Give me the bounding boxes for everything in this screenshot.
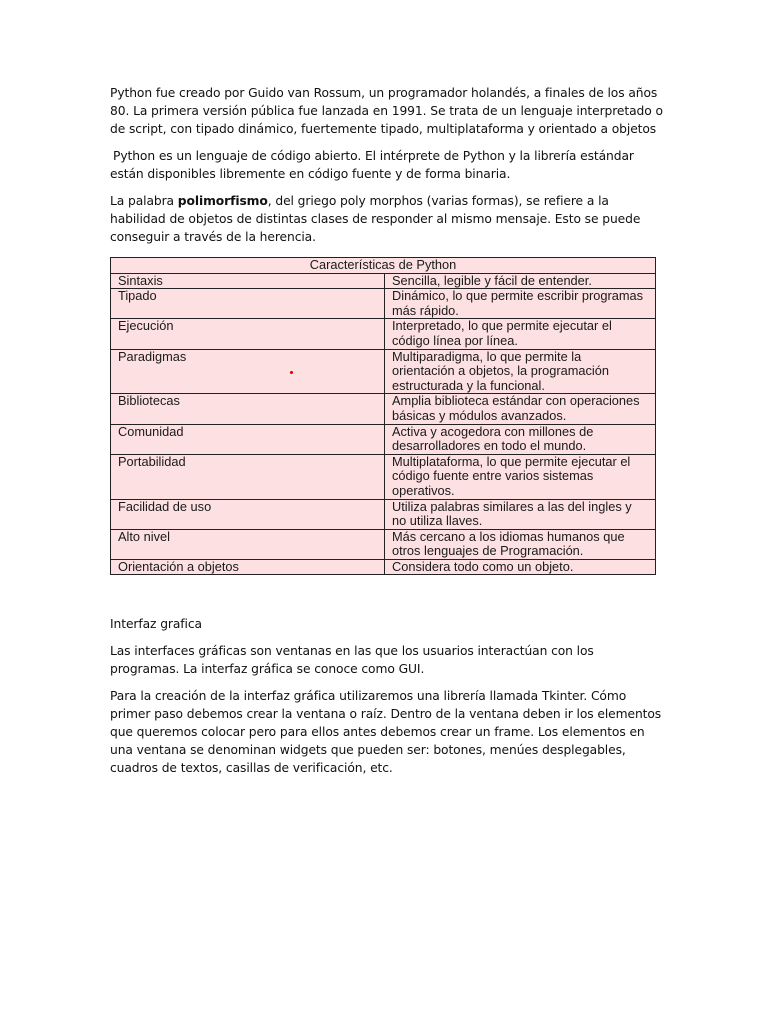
feature-description-cell: Activa y acogedora con millones de desarrolladores en todo el mundo. <box>385 424 656 454</box>
table-body <box>111 273 656 575</box>
feature-name-cell: Portabilidad <box>111 454 385 499</box>
feature-name-cell: Tipado <box>111 289 385 319</box>
feature-name-cell: Sintaxis <box>111 273 385 289</box>
table-row <box>111 559 656 575</box>
red-dot-mark <box>290 371 293 374</box>
polymorphism-text-before: La palabra <box>110 194 178 208</box>
intro-paragraph-open-source: Python es un lenguaje de código abierto. El intérprete de Python y la librería estándar están disponibles libremente en código fuente y de forma binaria. <box>110 149 634 181</box>
gui-paragraph-definition: Las interfaces gráficas son ventanas en las que los usuarios interactúan con los programas. La interfaz gráfica se conoce como GUI. <box>110 644 594 677</box>
table-row <box>111 394 656 424</box>
feature-description-cell: Multiparadigma, lo que permite la orientación a objetos, la programación estructurada y la funcional. <box>385 349 656 394</box>
gui-paragraph-tkinter: Para la creación de la interfaz gráfica utilizaremos una librería llamada Tkinter. Cómo primer paso debemos crear la ventana o raíz. Dentro de la ventana deben ir los elementos que queremos colocar pero para ellos antes debemos crear un frame. Los elementos en una ventana se denominan widgets que pueden ser: botones, menúes desplegables, cuadros de textos, casillas de verificación, etc. <box>110 689 662 776</box>
python-features-table <box>110 257 656 575</box>
feature-description-cell: Interpretado, lo que permite ejecutar el código línea por línea. <box>385 319 656 349</box>
feature-description-cell: Sencilla, legible y fácil de entender. <box>385 273 656 289</box>
gui-section-heading: Interfaz grafica <box>110 617 202 632</box>
table-row <box>111 454 656 499</box>
table-row <box>111 319 656 349</box>
intro-paragraph-polymorphism <box>110 192 666 246</box>
feature-description-cell: Amplia biblioteca estándar con operaciones básicas y módulos avanzados. <box>385 394 656 424</box>
table-title-row <box>111 258 656 274</box>
feature-description-cell: Dinámico, lo que permite escribir programas más rápido. <box>385 289 656 319</box>
feature-name-cell: Comunidad <box>111 424 385 454</box>
table-row <box>111 349 656 394</box>
table-title: Características de Python <box>111 258 656 274</box>
table-row <box>111 499 656 529</box>
feature-name-cell: Bibliotecas <box>111 394 385 424</box>
feature-description-cell: Utiliza palabras similares a las del ingles y no utiliza llaves. <box>385 499 656 529</box>
intro-paragraph-history: Python fue creado por Guido van Rossum, un programador holandés, a finales de los años 80. La primera versión pública fue lanzada en 1991. Se trata de un lenguaje interpretado o de script, con tipado dinámico, fuertemente tipado, multiplataforma y orientado a objetos <box>110 86 663 136</box>
feature-description-cell: Considera todo como un objeto. <box>385 559 656 575</box>
polymorphism-term: polimorfismo <box>177 194 268 208</box>
feature-name-cell: Ejecución <box>111 319 385 349</box>
table-row <box>111 273 656 289</box>
feature-name-cell: Alto nivel <box>111 529 385 559</box>
document-body <box>110 84 666 786</box>
table-row <box>111 529 656 559</box>
table-row <box>111 424 656 454</box>
feature-description-cell: Más cercano a los idiomas humanos que otros lenguajes de Programación. <box>385 529 656 559</box>
feature-name-cell: Orientación a objetos <box>111 559 385 575</box>
feature-name-cell: Facilidad de uso <box>111 499 385 529</box>
polymorphism-text-after: , del griego poly morphos (varias formas), se refiere a la habilidad de objetos de distintas clases de responder al mismo mensaje. Esto se puede conseguir a través de la herencia. <box>110 194 641 244</box>
feature-name-cell: Paradigmas <box>111 349 385 394</box>
table-row <box>111 289 656 319</box>
section-spacer <box>110 575 666 615</box>
feature-description-cell: Multiplataforma, lo que permite ejecutar el código fuente entre varios sistemas operativos. <box>385 454 656 499</box>
